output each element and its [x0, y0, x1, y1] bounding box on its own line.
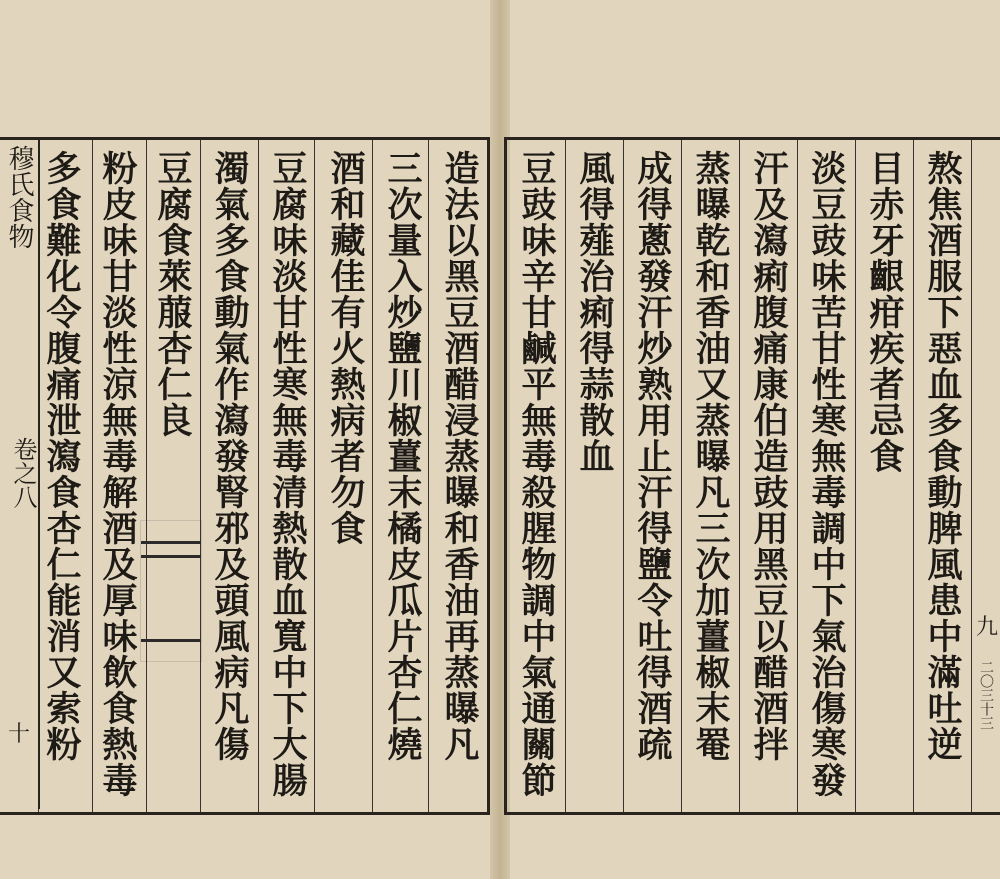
column-text: 淡豆豉味苦甘性寒無毒調中下氣治傷寒發: [806, 150, 847, 798]
text-column: [913, 140, 971, 812]
column-text: 汗及瀉痢腹痛康伯造豉用黑豆以醋酒拌: [748, 150, 789, 762]
text-column: [681, 140, 739, 812]
text-column: [623, 140, 681, 812]
column-text: 熬焦酒服下惡血多食動脾風患中滿吐逆: [922, 150, 963, 762]
book-title: 穆氏食物: [4, 145, 34, 249]
text-column: [797, 140, 855, 812]
column-text: 濁氣多食動氣作瀉發腎邪及頭風病凡傷: [209, 150, 250, 762]
column-text: 酒和藏佳有火熱病者勿食: [325, 150, 366, 546]
text-column: [143, 140, 201, 812]
column-text: 成得蔥發汗炒熟用止汗得鹽令吐得酒疏: [632, 150, 673, 762]
text-column: [507, 140, 565, 812]
column-text: 風得薤治痢得蒜散血: [574, 150, 615, 474]
column-text: 三次量入炒鹽川椒薑末橘皮瓜片杏仁燒: [382, 150, 423, 762]
column-text: 豆豉味辛甘鹹平無毒殺腥物調中氣通關節: [516, 150, 557, 798]
text-column: [88, 140, 146, 812]
seal-line: [141, 541, 201, 544]
column-text: 蒸曝乾和香油又蒸曝凡三次加薑椒末罨: [690, 150, 731, 762]
text-column: [430, 140, 488, 812]
text-column: [200, 140, 258, 812]
column-rule: [971, 140, 972, 812]
column-text: 粉皮味甘淡性涼無毒解酒及厚味飲食熱毒: [97, 150, 138, 798]
seal-mark: [140, 520, 202, 662]
text-column: [373, 140, 431, 812]
text-column: [739, 140, 797, 812]
volume-label: 卷之八: [9, 437, 37, 509]
text-column: [258, 140, 316, 812]
text-column: [855, 140, 913, 812]
text-column: [316, 140, 374, 812]
left-margin-strip: [0, 137, 40, 809]
column-text: 多食難化令腹痛泄瀉食杏仁能消又索粉: [41, 150, 82, 762]
right-edge-mark: 九: [975, 615, 998, 640]
seal-line: [141, 555, 201, 558]
column-text: 目赤牙齦疳疾者忌食: [864, 150, 905, 474]
right-page-number: 二〇三十三: [978, 660, 994, 730]
column-text: 豆腐味淡甘性寒無毒清熱散血寬中下大腸: [267, 150, 308, 798]
right-text-frame: [504, 137, 1000, 815]
left-text-frame: [0, 137, 490, 815]
column-text: 豆腐食萊菔杏仁良: [152, 150, 193, 438]
text-column: [565, 140, 623, 812]
column-text: 造法以黑豆酒醋浸蒸曝和香油再蒸曝凡: [439, 150, 480, 762]
leaf-number: 十: [8, 722, 31, 747]
seal-line: [141, 639, 201, 642]
